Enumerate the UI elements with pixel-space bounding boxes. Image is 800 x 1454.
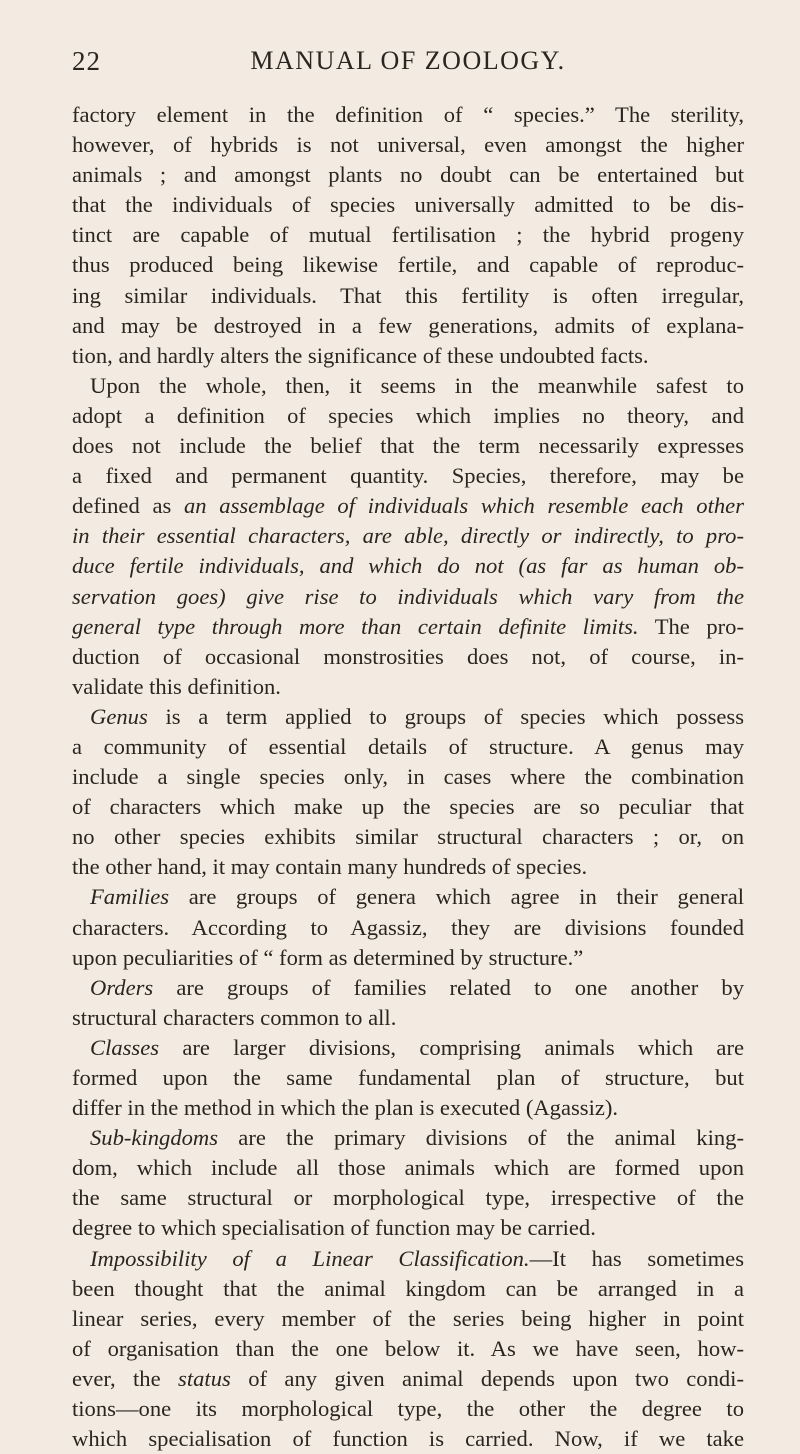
text-line: of characters which make up the species are so peculiar that — [72, 794, 744, 820]
text-line: Genus is a term applied to groups of species which possess — [90, 703, 744, 729]
species-definition: an assemblage of individuals which resemble each other — [184, 493, 745, 519]
running-title: MANUAL OF ZOOLOGY. — [250, 46, 566, 75]
page-header — [72, 46, 744, 80]
text-line: does not include the belief that the term necessarily expresses — [72, 433, 744, 459]
page-number: 22 — [72, 46, 101, 76]
text-line: of organisation than the one below it. As we have seen, how- — [72, 1335, 744, 1361]
term-classes: Classes — [90, 1034, 160, 1060]
text-line: Orders are groups of families related to one another by — [90, 974, 744, 1000]
text-line: a fixed and permanent quantity. Species, therefore, may be — [72, 463, 744, 489]
text-line: factory element in the definition of “ species.” The sterility, — [72, 102, 744, 127]
body-text — [72, 100, 744, 1454]
text-line: servation goes) give rise to individuals which vary from the — [72, 583, 744, 609]
term-sub-kingdoms: Sub-kingdoms — [90, 1125, 219, 1151]
text-line: no other species exhibits similar structural characters ; or, on — [72, 824, 744, 850]
text-line: differ in the method in which the plan is executed (Agassiz). — [72, 1095, 619, 1121]
text-line: ing similar individuals. That this fertility is often irregular, — [72, 282, 744, 308]
text-line: which specialisation of function is carried. Now, if we take — [72, 1426, 744, 1452]
text-line: Sub-kingdoms are the primary divisions of the animal king- — [90, 1125, 744, 1151]
text-line: Families are groups of genera which agree in their general — [90, 884, 745, 910]
text-line: general type through more than certain definite limits. The pro- — [72, 613, 744, 639]
text-line: that the individuals of species universally admitted to be dis- — [72, 192, 744, 218]
text-line: and may be destroyed in a few generations, admits of explana- — [72, 312, 744, 338]
text-line: duction of occasional monstrosities does not, of course, in- — [72, 643, 744, 669]
term-families: Families — [90, 884, 170, 910]
text-line: formed upon the same fundamental plan of structure, but — [72, 1065, 744, 1090]
term-status: status — [178, 1365, 231, 1391]
text-line: include a single species only, in cases where the combination — [72, 764, 744, 790]
text-line: however, of hybrids is not universal, even amongst the higher — [72, 132, 744, 158]
text-line: structural characters common to all. — [72, 1004, 397, 1030]
text-line: tions—one its morphological type, the other the degree to — [72, 1396, 744, 1422]
text-line: tinct are capable of mutual fertilisation ; the hybrid progeny — [72, 222, 744, 248]
term-orders: Orders — [90, 974, 154, 1000]
text-line: degree to which specialisation of function may be carried. — [72, 1215, 596, 1241]
text-line: duce fertile individuals, and which do not (as far as human ob- — [72, 553, 744, 579]
text-line: Classes are larger divisions, comprising animals which are — [90, 1034, 744, 1060]
text-line: thus produced being likewise fertile, and capable of reproduc- — [72, 252, 744, 278]
text-line: in their essential characters, are able, directly or indirectly, to pro- — [72, 523, 744, 549]
term-genus: Genus — [90, 703, 148, 729]
text-line: characters. According to Agassiz, they are divisions founded — [72, 914, 744, 940]
text-line: animals ; and amongst plants no doubt can be entertained but — [72, 162, 744, 188]
text-line: defined as an assemblage of individuals which resemble each other — [72, 493, 745, 519]
text-line: dom, which include all those animals which are formed upon — [72, 1155, 744, 1181]
text-line: been thought that the animal kingdom can be arranged in a — [72, 1275, 744, 1301]
text-line: Upon the whole, then, it seems in the meanwhile safest to — [90, 372, 744, 398]
text-line: tion, and hardly alters the significance of these undoubted facts. — [72, 342, 649, 368]
section-heading: Impossibility of a Linear Classification. — [90, 1245, 530, 1271]
text-line: upon peculiarities of “ form as determined by structure.” — [72, 944, 584, 970]
text-line: Impossibility of a Linear Classification.—It has sometimes — [90, 1245, 744, 1271]
text-line: a community of essential details of structure. A genus may — [72, 733, 744, 759]
text-line: linear series, every member of the series being higher in point — [72, 1305, 744, 1331]
text-line: the same structural or morphological type, irrespective of the — [72, 1185, 744, 1211]
text-line: ever, the status of any given animal depends upon two condi- — [72, 1365, 744, 1391]
text-line: the other hand, it may contain many hundreds of species. — [72, 854, 588, 880]
text-line: adopt a definition of species which implies no theory, and — [72, 402, 744, 428]
text-line: validate this definition. — [72, 673, 281, 699]
